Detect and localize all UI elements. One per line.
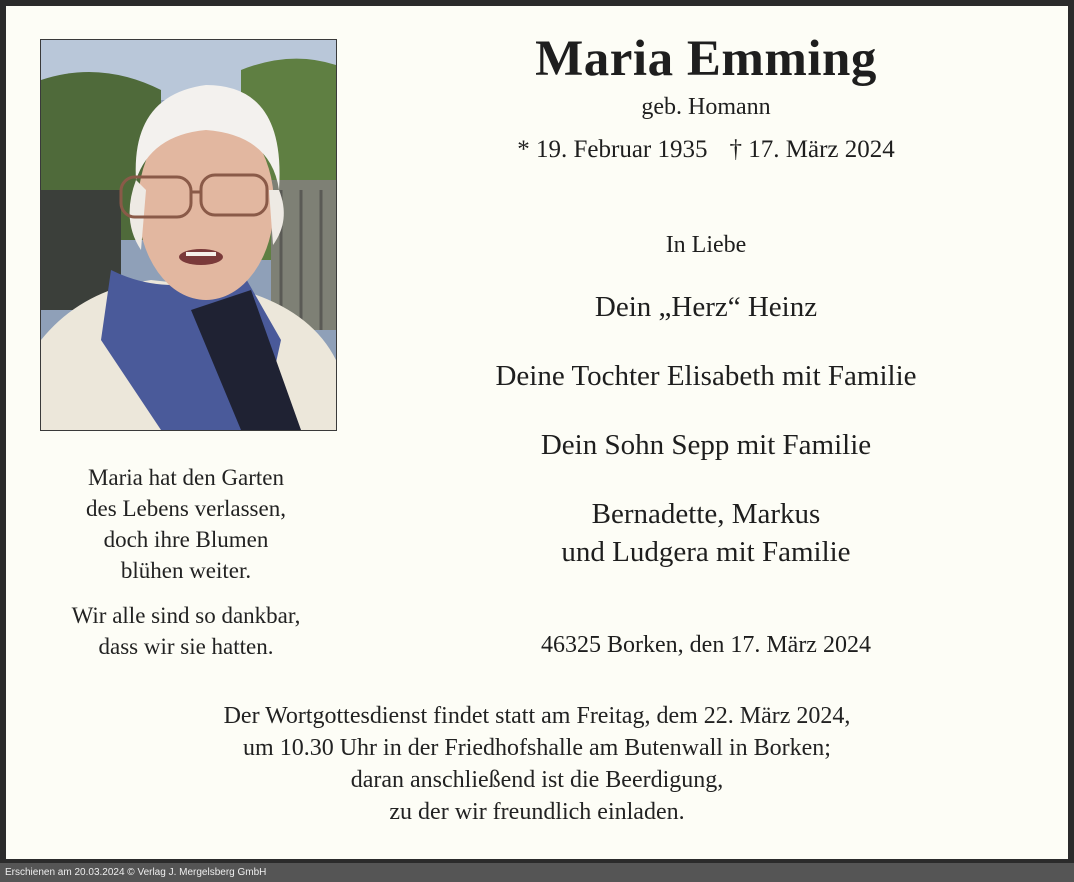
birth-date: * 19. Februar 1935 xyxy=(517,136,708,163)
birth-name: geb. Homann xyxy=(641,94,771,120)
verse-line: Wir alle sind so dankbar, xyxy=(71,603,301,628)
service-line: zu der wir freundlich einladen. xyxy=(389,799,685,825)
verse-line: doch ihre Blumen xyxy=(103,527,269,552)
memorial-verse-1 xyxy=(26,462,346,586)
verse-line: dass wir sie hatten. xyxy=(98,634,274,659)
deceased-name: Maria Emming xyxy=(535,31,877,87)
service-line: daran anschließend ist die Beerdigung, xyxy=(350,767,724,793)
family-entry-grandchildren xyxy=(406,495,1006,571)
service-announcement xyxy=(106,700,968,828)
family-entry-son: Dein Sohn Sepp mit Familie xyxy=(540,429,872,461)
life-dates xyxy=(406,134,1006,166)
obituary-card xyxy=(6,6,1068,859)
portrait-photo xyxy=(40,39,337,431)
publication-footer: Erschienen am 20.03.2024 © Verlag J. Mergelsberg GmbH xyxy=(0,863,1074,882)
intro-text: In Liebe xyxy=(665,232,747,258)
verse-line: blühen weiter. xyxy=(120,558,252,583)
verse-line: des Lebens verlassen, xyxy=(86,496,286,521)
place-and-date: 46325 Borken, den 17. März 2024 xyxy=(541,632,871,658)
family-entry-heinz: Dein „Herz“ Heinz xyxy=(594,291,818,323)
family-entry-daughter: Deine Tochter Elisabeth mit Familie xyxy=(495,360,917,392)
verse-line: Maria hat den Garten xyxy=(87,465,285,490)
family-line: und Ludgera mit Familie xyxy=(561,536,851,568)
family-line: Bernadette, Markus xyxy=(591,498,821,530)
death-date: † 17. März 2024 xyxy=(729,136,895,163)
service-line: Der Wortgottesdienst findet statt am Freitag, dem 22. März 2024, xyxy=(223,703,851,729)
service-line: um 10.30 Uhr in der Friedhofshalle am Butenwall in Borken; xyxy=(243,735,831,761)
memorial-verse-2 xyxy=(26,600,346,662)
